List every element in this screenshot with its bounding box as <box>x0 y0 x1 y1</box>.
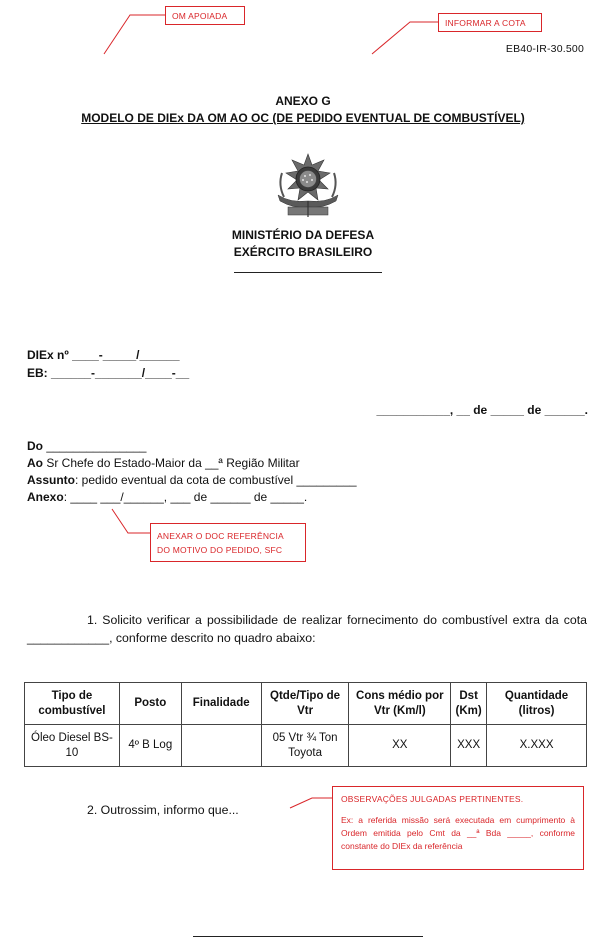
coat-of-arms-brazil-icon <box>270 151 346 219</box>
table-header: Finalidade <box>181 683 261 725</box>
table-cell: XX <box>349 725 451 767</box>
callout-om-apoiada-text: OM APOIADA <box>172 10 228 21</box>
table-cell <box>181 725 261 767</box>
field-assunto <box>27 472 357 489</box>
annex-title: ANEXO G <box>275 94 331 108</box>
leader-om-apoiada <box>104 15 165 54</box>
field-anexo-value: : ____ ___/______, ___ de ______ de _____. <box>63 490 308 504</box>
diex-label: DIEx nº <box>27 348 69 362</box>
annex-subtitle: MODELO DE DIEx DA OM AO OC (DE PEDIDO EVENTUAL DE COMBUSTÍVEL) <box>81 111 525 125</box>
diex-value: ____-_____/______ <box>68 348 180 362</box>
callout-om-apoiada <box>165 6 245 25</box>
callout-anexar-line1: ANEXAR O DOC REFERÊNCIA <box>157 530 284 541</box>
table-row <box>25 725 587 767</box>
table-header: Qtde/Tipo de Vtr <box>261 683 349 725</box>
callout-informar-cota-text: INFORMAR A COTA <box>445 17 526 28</box>
field-assunto-label: Assunto <box>27 473 75 487</box>
field-assunto-value: : pedido eventual da cota de combustível _________ <box>75 473 357 487</box>
table-header: Posto <box>119 683 181 725</box>
callout-anexar-line2: DO MOTIVO DO PEDIDO, SFC <box>157 544 283 555</box>
om-name-blank-line <box>234 272 382 273</box>
field-do-value: _______________ <box>43 439 147 453</box>
field-ao <box>27 455 357 472</box>
signature-line <box>193 936 423 937</box>
table-header: Tipo de combustível <box>25 683 120 725</box>
eb-label: EB: <box>27 366 48 380</box>
table-header: Cons médio por Vtr (Km/l) <box>349 683 451 725</box>
eb-value: ______-_______/____-__ <box>47 366 190 380</box>
header-fields <box>27 438 357 506</box>
field-ao-value: Sr Chefe do Estado-Maior da __ª Região Militar <box>43 456 300 470</box>
fuel-request-table <box>24 682 587 767</box>
callout-observacoes-title: OBSERVAÇÕES JULGADAS PERTINENTES. <box>341 794 524 804</box>
field-do <box>27 438 357 455</box>
leader-anexar <box>112 509 150 533</box>
table-header: Quantidade (litros) <box>487 683 587 725</box>
callout-informar-cota <box>438 13 542 32</box>
callout-observacoes-text: Ex: a referida missão será executada em cumprimento à Ordem emitida pelo Cmt da __ª Bda _____, conforme constante do DIEx da referência <box>341 815 575 851</box>
field-anexo-label: Anexo <box>27 490 64 504</box>
field-do-label: Do <box>27 439 43 453</box>
field-ao-label: Ao <box>27 456 43 470</box>
table-header: Dst (Km) <box>451 683 487 725</box>
table-cell: 4º B Log <box>119 725 181 767</box>
table-cell: 05 Vtr ¾ Ton Toyota <box>261 725 349 767</box>
date-line: ___________, __ de _____ de ______. <box>376 403 588 417</box>
eb-number <box>27 366 189 380</box>
document-code: EB40-IR-30.500 <box>505 43 584 55</box>
diex-number <box>27 348 180 362</box>
table-cell: XXX <box>451 725 487 767</box>
paragraph-2: 2. Outrossim, informo que... <box>87 803 239 817</box>
leader-informar-cota <box>372 22 438 54</box>
paragraph-1: 1. Solicito verificar a possibilidade de realizar fornecimento do combustível extra da cota ____________, conforme descrito no quadro abaixo: <box>27 613 587 645</box>
callout-observacoes <box>332 786 584 870</box>
table-header-row <box>25 683 587 725</box>
ministry-name: MINISTÉRIO DA DEFESA <box>231 228 375 242</box>
army-name: EXÉRCITO BRASILEIRO <box>233 245 373 259</box>
field-anexo <box>27 489 357 506</box>
callout-anexar-doc <box>150 523 306 562</box>
table-cell: X.XXX <box>487 725 587 767</box>
table-cell: Óleo Diesel BS-10 <box>25 725 120 767</box>
